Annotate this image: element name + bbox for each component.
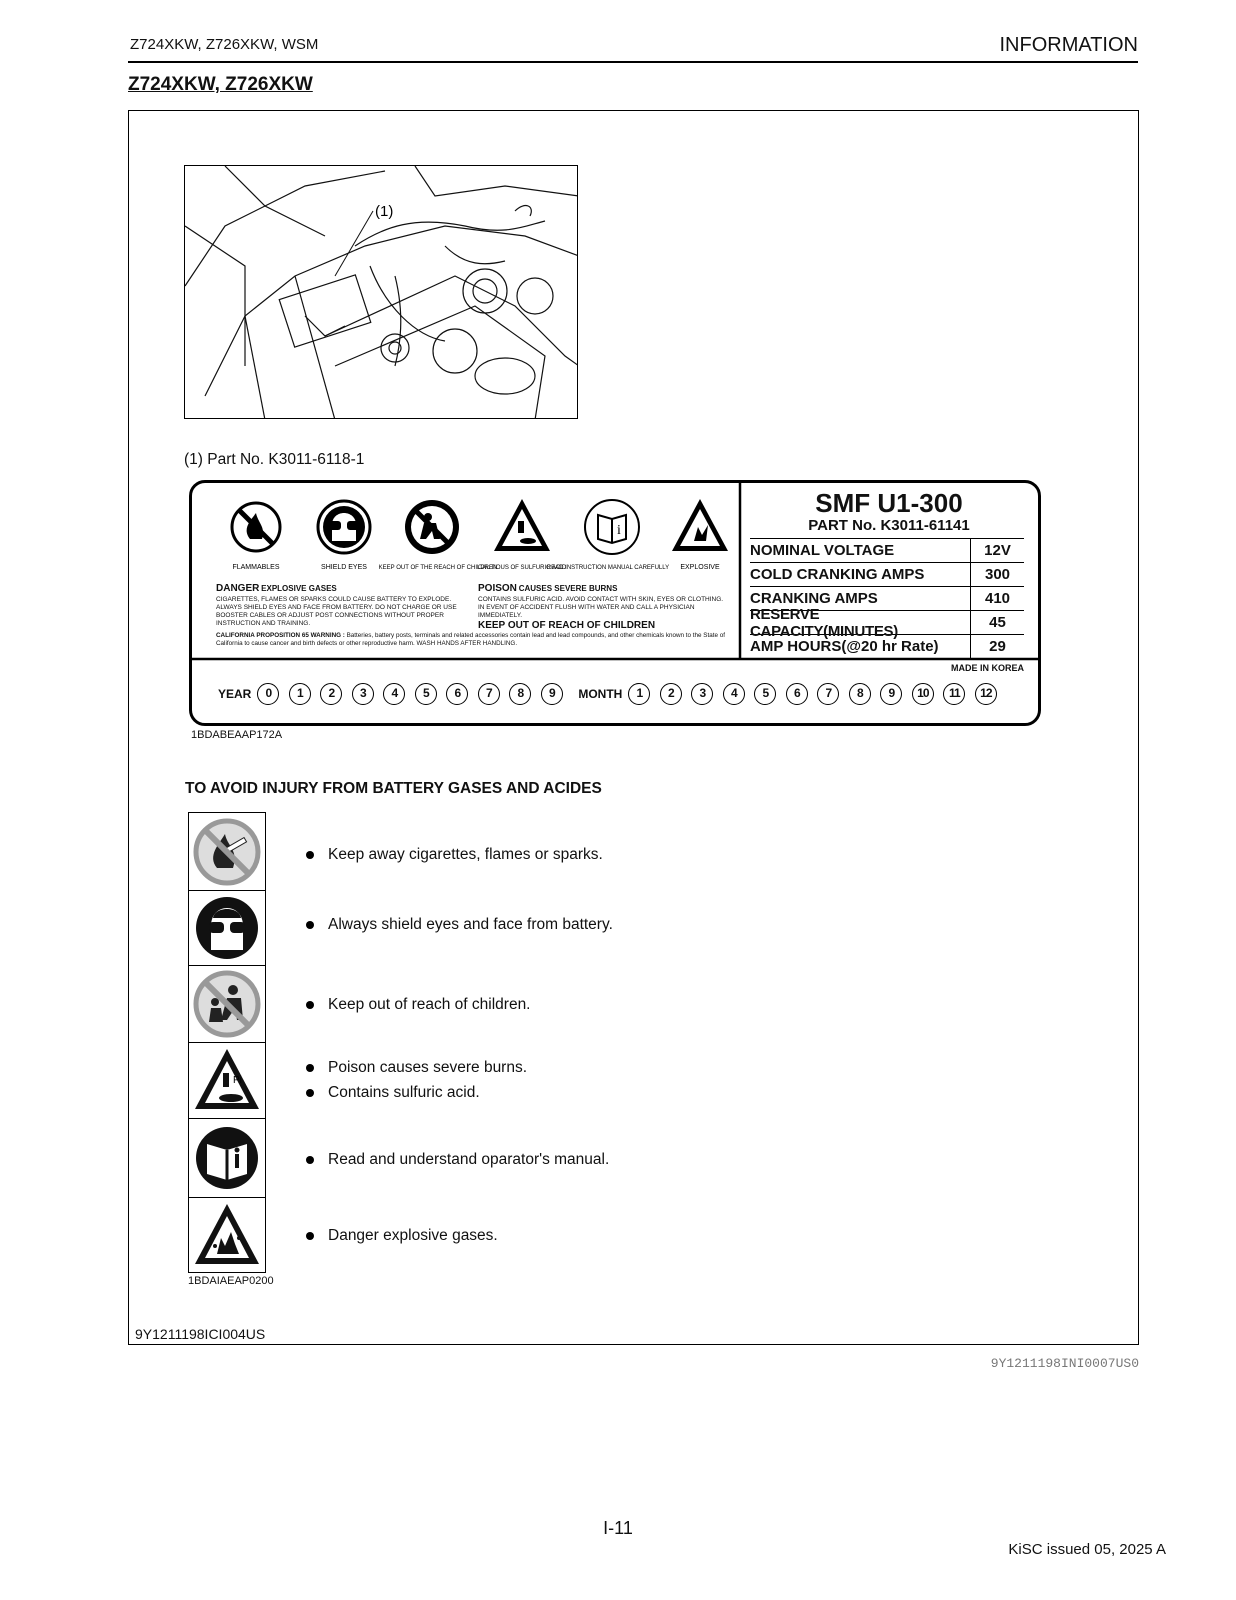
bullet-item: Danger explosive gases. bbox=[306, 1227, 498, 1245]
bullet-dot bbox=[306, 1064, 314, 1072]
month-digit: 3 bbox=[691, 683, 713, 705]
prop65-warning: CALIFORNIA PROPOSITION 65 WARNING : Batteries, battery posts, terminals and related accessories contain lead and lead compounds, and other chemicals known to the State of California to cause cancer and birth defects or other reproductive harm. WASH HANDS AFTER HANDLING. bbox=[216, 632, 725, 648]
spec-row: RESERVE CAPACITY(MINUTES) 45 bbox=[750, 610, 1024, 634]
year-digit: 0 bbox=[257, 683, 279, 705]
bullet-item: Keep away cigarettes, flames or sparks. bbox=[306, 846, 603, 864]
avoid-title: TO AVOID INJURY FROM BATTERY GASES AND ACIDES bbox=[185, 780, 602, 797]
month-digit: 2 bbox=[660, 683, 682, 705]
bullet-dot bbox=[306, 1156, 314, 1164]
bullet-item: Contains sulfuric acid. bbox=[306, 1084, 480, 1102]
year-digit: 5 bbox=[415, 683, 437, 705]
bullet-item: Poison causes severe burns. bbox=[306, 1059, 527, 1077]
date-code-row bbox=[218, 683, 1006, 705]
spec-row: NOMINAL VOLTAGE 12V bbox=[750, 538, 1024, 562]
ref-id: 9Y1211198INI0007US0 bbox=[990, 1356, 1139, 1371]
month-digit: 1 bbox=[628, 683, 650, 705]
no-smoking-cell bbox=[189, 813, 265, 891]
manual-icon bbox=[585, 500, 639, 554]
face-shield-icon bbox=[192, 893, 262, 963]
year-digit: 1 bbox=[289, 683, 311, 705]
bullet-dot bbox=[306, 1232, 314, 1240]
spec-row: CRANKING AMPS 410 bbox=[750, 586, 1024, 610]
battery-spec-panel bbox=[744, 489, 1034, 534]
icon-label-shield-eyes: SHIELD EYES bbox=[321, 564, 367, 571]
bullet-dot bbox=[306, 1001, 314, 1009]
month-digit: 12 bbox=[975, 683, 997, 705]
year-digit: 4 bbox=[383, 683, 405, 705]
section-title: Z724XKW, Z726XKW bbox=[128, 74, 313, 95]
spec-row: AMP HOURS(@20 hr Rate) 29 bbox=[750, 634, 1024, 658]
page-number: I-11 bbox=[603, 1518, 633, 1538]
year-digit: 8 bbox=[509, 683, 531, 705]
month-digit: 5 bbox=[754, 683, 776, 705]
poison-block: POISON CAUSES SEVERE BURNS CONTAINS SULFURIC ACID. AVOID CONTACT WITH SKIN, EYES OR CLOTHING. IN EVENT OF ACCIDENT FLUSH WITH WATER AND CALL A PHYSICIAN IMMEDIATELY. KEEP OUT OF REACH OF CHILDREN bbox=[478, 583, 724, 631]
bullet-item: Always shield eyes and face from battery. bbox=[306, 916, 613, 934]
icon-label-keep-out: KEEP OUT OF THE REACH OF CHILDREN bbox=[378, 565, 498, 571]
month-digit: 8 bbox=[849, 683, 871, 705]
no-children-icon bbox=[405, 500, 459, 554]
year-digit: 9 bbox=[541, 683, 563, 705]
svg-text:Pi: Pi bbox=[233, 1074, 242, 1086]
icon-label-sulfuric-acid: CAUTIOUS OF SULFURIC ACID bbox=[477, 565, 567, 571]
year-label: YEAR bbox=[218, 687, 252, 701]
month-digit: 7 bbox=[817, 683, 839, 705]
acid-warning-icon bbox=[494, 499, 550, 551]
explosive-cell bbox=[189, 1198, 265, 1274]
icon-label-read-manual: READ INSTRUCTION MANUAL CAREFULLY bbox=[546, 565, 670, 571]
month-digit: 11 bbox=[943, 683, 965, 705]
spec-row: COLD CRANKING AMPS 300 bbox=[750, 562, 1024, 586]
battery-compartment-illustration bbox=[185, 166, 578, 419]
month-digit: 6 bbox=[786, 683, 808, 705]
battery-photo bbox=[184, 165, 578, 419]
year-digit: 6 bbox=[446, 683, 468, 705]
no-children-cell bbox=[189, 966, 265, 1043]
bullet-dot bbox=[306, 1089, 314, 1097]
photo-caption: (1) Part No. K3011-6118-1 bbox=[184, 451, 365, 468]
icon-label-explosive: EXPLOSIVE bbox=[680, 564, 720, 571]
month-digit: 10 bbox=[912, 683, 934, 705]
icons-code: 1BDAIAEAP0200 bbox=[188, 1275, 274, 1287]
explosion-icon bbox=[672, 499, 728, 551]
poison-acid-icon bbox=[192, 1046, 262, 1116]
spec-table bbox=[750, 538, 1024, 658]
battery-model: SMF U1-300 bbox=[815, 488, 963, 518]
year-digit: 7 bbox=[478, 683, 500, 705]
svg-text:i: i bbox=[617, 523, 621, 538]
made-in: MADE IN KOREA bbox=[950, 663, 1024, 673]
danger-block: DANGER EXPLOSIVE GASES CIGARETTES, FLAMES OR SPARKS COULD CAUSE BATTERY TO EXPLODE. ALWAYS SHIELD EYES AND FACE FROM BATTERY. DO NOT CHARGE OR USE BOOSTER CABLES OR ADJUST POST CONNECTIONS WITHOUT PROPER INSTRUCTION AND TRAINING. bbox=[216, 583, 457, 627]
bullet-dot bbox=[306, 921, 314, 929]
month-digit: 4 bbox=[723, 683, 745, 705]
no-flame-icon bbox=[232, 503, 280, 551]
poison-acid-cell bbox=[189, 1043, 265, 1119]
battery-part-no: PART No. K3011-61141 bbox=[808, 517, 970, 534]
bullet-item: Keep out of reach of children. bbox=[306, 996, 531, 1014]
header-models: Z724XKW, Z726XKW, WSM bbox=[130, 36, 319, 53]
photo-callout: (1) bbox=[375, 203, 394, 220]
safety-icon-column bbox=[188, 812, 266, 1273]
bullet-dot bbox=[306, 851, 314, 859]
header-divider bbox=[128, 61, 1138, 63]
battery-label bbox=[189, 480, 1041, 726]
no-smoking-icon bbox=[192, 817, 262, 887]
year-digit: 2 bbox=[320, 683, 342, 705]
issued-note: KiSC issued 05, 2025 A bbox=[1008, 1541, 1166, 1558]
label-code: 1BDABEAAP172A bbox=[191, 729, 283, 741]
face-shield-cell bbox=[189, 891, 265, 966]
month-label: MONTH bbox=[578, 687, 623, 701]
no-children-icon bbox=[192, 969, 262, 1039]
header-section: INFORMATION bbox=[999, 34, 1138, 56]
bullet-item: Read and understand oparator's manual. bbox=[306, 1151, 609, 1169]
icon-label-flammables: FLAMMABLES bbox=[232, 564, 280, 571]
doc-id: 9Y1211198ICI004US bbox=[135, 1326, 266, 1342]
month-digit: 9 bbox=[880, 683, 902, 705]
goggles-icon bbox=[318, 501, 370, 553]
read-manual-icon bbox=[192, 1123, 262, 1193]
year-digit: 3 bbox=[352, 683, 374, 705]
explosive-icon bbox=[192, 1201, 262, 1271]
read-manual-cell bbox=[189, 1119, 265, 1198]
